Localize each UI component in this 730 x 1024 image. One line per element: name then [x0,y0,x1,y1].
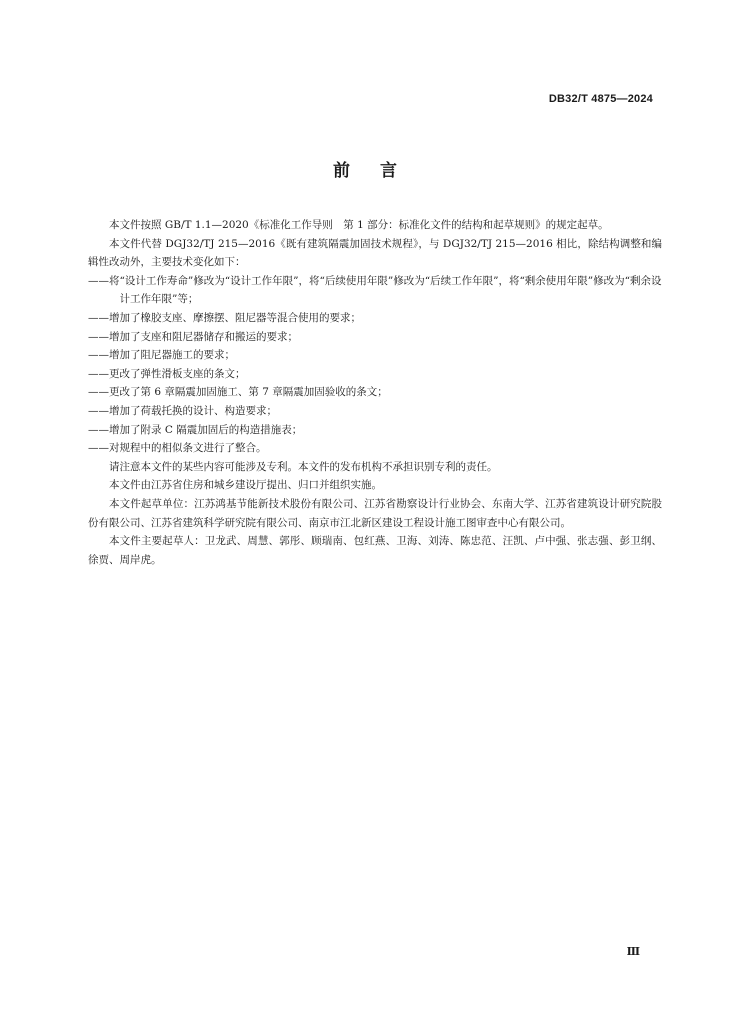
change-item: ——将“设计工作寿命”修改为“设计工作年限”，将“后续使用年限”修改为“后续工作年限”，将“剩余使用年限”修改为“剩余设计工作年限”等； [88,274,662,306]
paragraph-patent-notice: 请注意本文件的某些内容可能涉及专利。本文件的发布机构不承担识别专利的责任。 [109,460,498,473]
paragraph-replacement: 本文件代替 DGJ32/TJ 215—2016《既有建筑隔震加固技术规程》，与 DGJ32/TJ 215—2016 相比，除结构调整和编辑性改动外，主要技术变化如下： [88,237,662,269]
change-item: ——更改了第 6 章隔震加固施工、第 7 章隔震加固验收的条文； [88,386,388,399]
page-number: Ⅲ [626,945,640,958]
change-item: ——更改了弹性滑板支座的条文； [88,367,246,380]
paragraph-drafting-units: 本文件起草单位：江苏鸿基节能新技术股份有限公司、江苏省勘察设计行业协会、东南大学、江苏省建筑设计研究院股份有限公司、江苏省建筑科学研究院有限公司、南京市江北新区建设工程设计施工图审查中心有限公司。 [88,497,662,529]
document-body [88,216,662,569]
change-item: ——对规程中的相似条文进行了整合。 [88,442,267,455]
paragraph-proposer: 本文件由江苏省住房和城乡建设厅提出、归口并组织实施。 [109,479,382,492]
change-item: ——增加了附录 C 隔震加固后的构造措施表； [88,423,303,436]
change-item: ——增加了荷载托换的设计、构造要求； [88,404,277,417]
standard-code: DB32/T 4875—2024 [548,93,653,105]
change-list [88,272,662,458]
page-title: 前言 [333,161,427,181]
change-item: ——增加了阻尼器施工的要求； [88,349,235,362]
change-item: ——增加了支座和阻尼器储存和搬运的要求； [88,330,298,343]
paragraph-drafting-rules: 本文件按照 GB/T 1.1—2020《标准化工作导则 第 1 部分：标准化文件的结构和起草规则》的规定起草。 [109,219,609,231]
paragraph-drafters: 本文件主要起草人：卫龙武、周慧、郭彤、顾瑞南、包红燕、卫海、刘涛、陈忠范、汪凯、卢中强、张志强、彭卫纲、徐贾、周岸虎。 [88,535,662,566]
change-item: ——增加了橡胶支座、摩擦摆、阻尼器等混合使用的要求； [88,311,361,324]
